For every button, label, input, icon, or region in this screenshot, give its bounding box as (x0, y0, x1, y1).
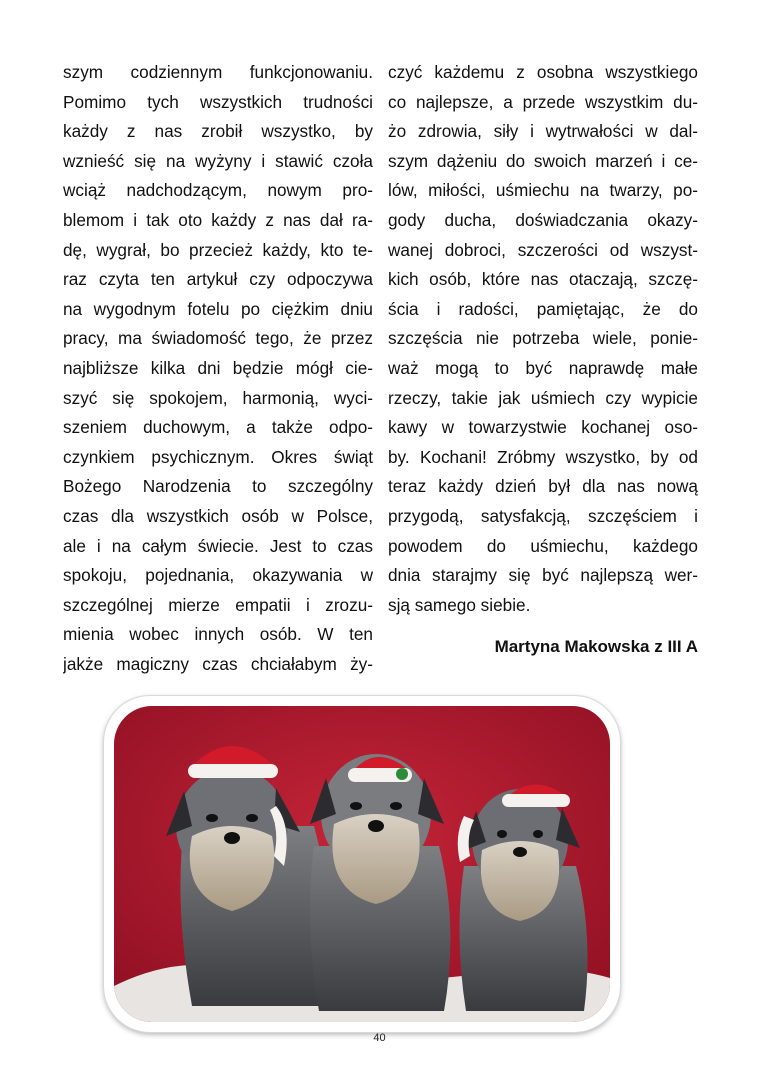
text-line: co najlepsze, a przede wszystkim du- (388, 91, 698, 112)
article-signature: Martyna Makowska z III A (494, 637, 698, 657)
text-line: by. Kochani! Zróbmy wszystko, by od (388, 446, 698, 467)
text-line: dę, wygrał, bo przecież każdy, kto te- (63, 239, 373, 260)
text-line: mienia wobec innych osób. W ten (63, 624, 373, 645)
text-line: wznieść się na wyżyny i stawić czoła (63, 150, 373, 171)
text-line: kich osób, które nas otaczają, szczę- (388, 269, 698, 290)
dog-middle (310, 754, 450, 1011)
text-line: najbliższe kilka dni będzie mógł cie- (63, 357, 373, 378)
text-line: szym dążeniu do swoich marzeń i ce- (388, 150, 698, 171)
text-line: jakże magiczny czas chciałabym ży- (63, 653, 373, 674)
text-line: szyć się spokojem, harmonią, wyci- (63, 387, 373, 408)
text-line: wanej dobroci, szczerości od wszyst- (388, 239, 698, 260)
text-line: blemom i tak oto każdy z nas dał ra- (63, 209, 373, 230)
text-line: sją samego siebie. (388, 594, 531, 615)
text-line: spokoju, pojednania, okazywania w (63, 565, 373, 586)
text-line: czynkiem psychicznym. Okres świąt (63, 446, 373, 467)
text-line: ale i na całym świecie. Jest to czas (63, 535, 373, 556)
text-line: lów, miłości, uśmiechu na twarzy, po- (388, 180, 698, 201)
text-line: ścia i radości, pamiętając, że do (388, 298, 698, 319)
text-line: szczęścia nie potrzeba wiele, ponie- (388, 328, 698, 349)
text-line: Bożego Narodzenia to szczególny (63, 476, 373, 497)
text-line: przygodą, satysfakcją, szczęściem i (388, 505, 698, 526)
text-line: wciąż nadchodzącym, nowym pro- (63, 180, 373, 201)
text-line: czas dla wszystkich osób w Polsce, (63, 505, 373, 526)
text-line: rzeczy, takie jak uśmiech czy wypicie (388, 387, 698, 408)
text-line: szczególnej mierze empatii i zrozu- (63, 594, 373, 615)
text-line: waż mogą to być naprawdę małe (388, 357, 698, 378)
article-left-column (63, 58, 373, 679)
text-line: teraz każdy dzień był dla nas nową (388, 476, 698, 497)
page-number: 40 (373, 1032, 386, 1044)
text-line: Pomimo tych wszystkich trudności (63, 91, 373, 112)
text-line: gody ducha, doświadczania okazy- (388, 209, 698, 230)
article-right-column (388, 58, 698, 662)
text-line: szeniem duchowym, a także odpo- (63, 417, 373, 438)
text-line: dnia starajmy się być najlepszą wer- (388, 565, 698, 586)
text-line: szym codziennym funkcjonowaniu. (63, 62, 373, 82)
text-line: powodem do uśmiechu, każdego (388, 535, 698, 556)
text-line: na wygodnym fotelu po ciężkim dniu (63, 298, 373, 319)
text-line: raz czyta ten artykuł czy odpoczywa (63, 269, 373, 290)
text-line: pracy, ma świadomość tego, że przez (63, 328, 373, 349)
photo-frame (104, 696, 620, 1032)
three-schnauzers-in-santa-hats-icon (114, 706, 610, 1022)
text-line: kawy w towarzystwie kochanej oso- (388, 417, 698, 438)
text-line: każdy z nas zrobił wszystko, by (63, 121, 373, 142)
text-line: czyć każdemu z osobna wszystkiego (388, 62, 698, 82)
text-line: żo zdrowia, siły i wytrwałości w dal- (388, 121, 698, 142)
